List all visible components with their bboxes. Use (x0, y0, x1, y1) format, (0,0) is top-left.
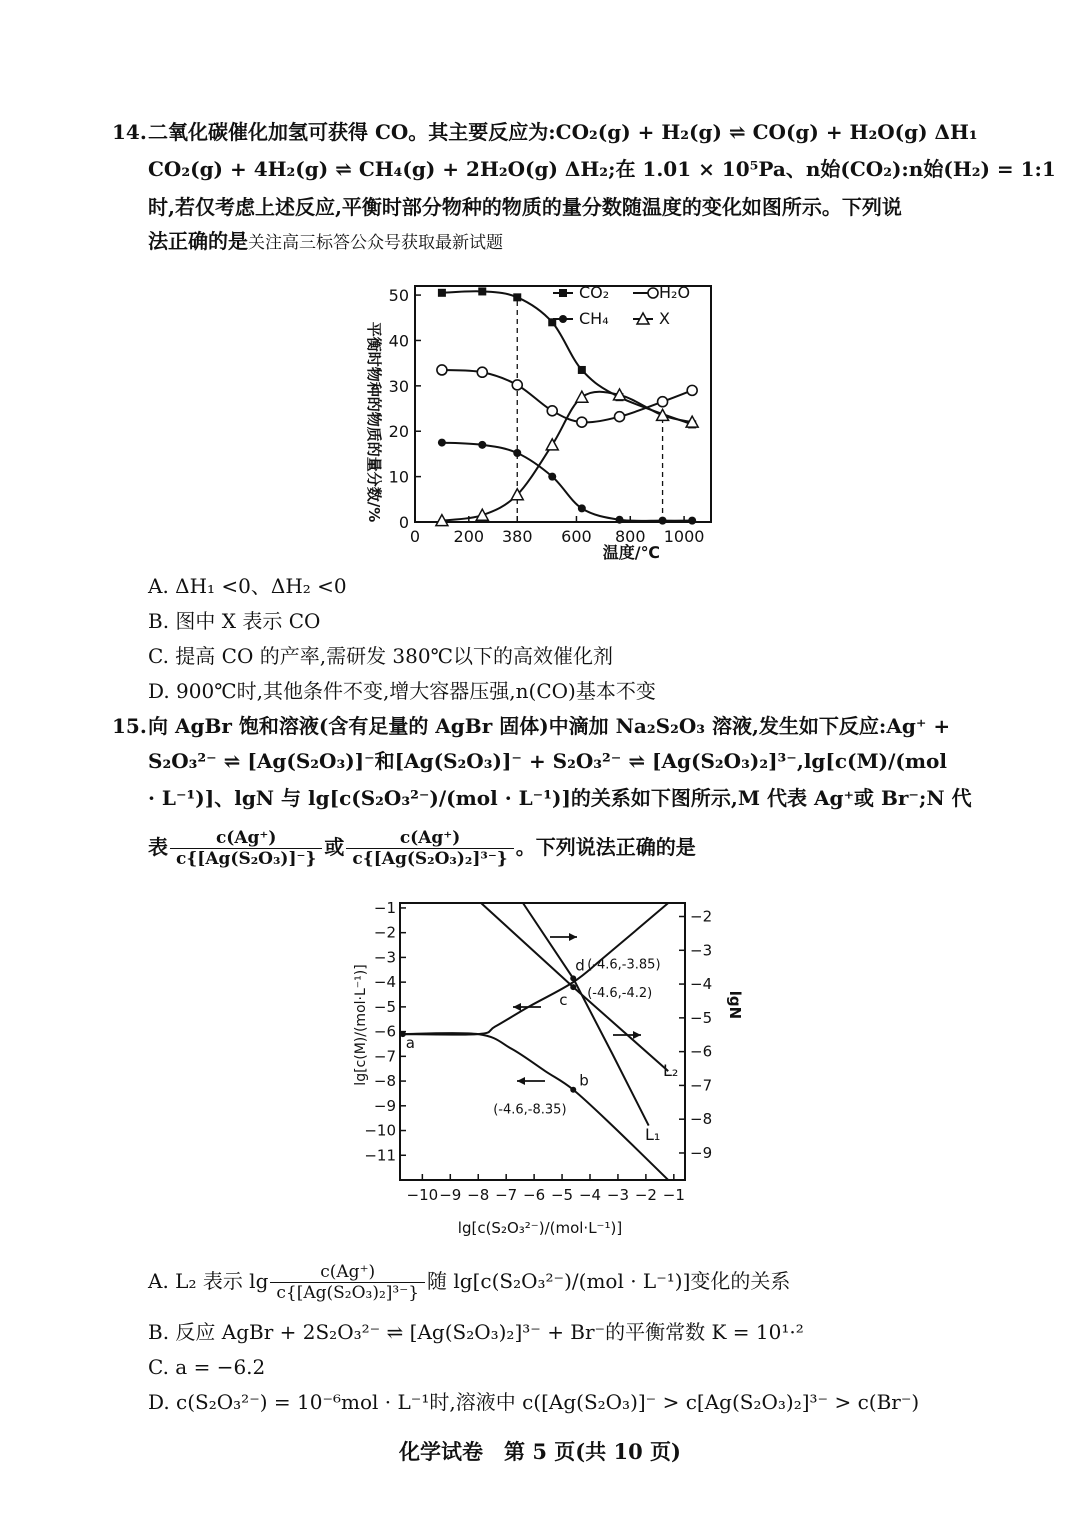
option-a-fraction (270, 1262, 425, 1303)
y-tick-label-left: −11 (364, 1146, 396, 1165)
y-tick-label-left: −9 (373, 1096, 396, 1115)
q14-line-1: 二氧化碳催化加氢可获得 CO。其主要反应为:CO₂(g) + H₂(g) ⇌ CO(g) + H₂O(g) ΔH₁ (148, 120, 978, 144)
y-tick-label-left: −7 (373, 1047, 396, 1066)
y-tick-label-left: −8 (373, 1072, 396, 1091)
legend-label: CH₄ (579, 309, 609, 328)
marker-square (438, 289, 446, 297)
y-tick-label-right: −9 (690, 1143, 713, 1162)
q14-stem-end: 法正确的是 (148, 229, 248, 253)
legend-label: X (659, 309, 670, 328)
chart1-ylabel: 平衡时物种的物质的量分数/% (365, 321, 383, 523)
y-tick-label-right: −6 (690, 1042, 713, 1061)
y-tick-label-right: −3 (690, 941, 713, 960)
chart2-ylabel-right: lgN (726, 990, 744, 1020)
curve-label-0: L₂ (663, 1061, 679, 1080)
point-c (570, 984, 576, 990)
y-tick-label-right: −8 (690, 1110, 713, 1129)
y-tick-label-right: −4 (690, 975, 713, 994)
marker-triangle (546, 439, 558, 450)
marker-square (578, 366, 586, 374)
q14-line-3: 时,若仅考虑上述反应,平衡时部分物种的物质的量分数随温度的变化如图所示。下列说 (148, 195, 902, 219)
q15-option-b[interactable]: B. 反应 AgBr + 2S₂O₃²⁻ ⇌ [Ag(S₂O₃)₂]³⁻ + Br⁻的平衡常数 K = 10¹·² (148, 1320, 804, 1344)
q14-option-a[interactable]: A. ΔH₁ <0、ΔH₂ <0 (148, 574, 347, 598)
y-tick-label-left: −6 (373, 1022, 396, 1041)
y-tick-label: 30 (388, 376, 409, 396)
marker-circle (437, 365, 447, 375)
chart1-xlabel: 温度/℃ (602, 543, 660, 562)
q15-line-4 (148, 823, 988, 871)
x-tick-label: −10 (406, 1186, 439, 1204)
series-line-CH₄ (442, 443, 692, 521)
marker-dot (548, 473, 556, 481)
option-a-denominator: c{[Ag(S₂O₃)₂]³⁻} (270, 1282, 425, 1303)
q15-l4-mid: 或 (324, 835, 345, 859)
y-tick-label-right: −5 (690, 1008, 713, 1027)
marker-circle (547, 406, 557, 416)
x-tick-label: −7 (495, 1186, 518, 1204)
q15-option-a[interactable] (148, 1257, 790, 1305)
arrow-head-3 (517, 1077, 525, 1085)
x-tick-label: −2 (634, 1186, 657, 1204)
q15-line-1: 向 AgBr 饱和溶液(含有足量的 AgBr 固体)中滴加 Na₂S₂O₃ 溶液,发生如下反应:Ag⁺ + (148, 714, 951, 738)
arrow-head-0 (569, 933, 577, 941)
q14-line-2: CO₂(g) + 4H₂(g) ⇌ CH₄(g) + 2H₂O(g) ΔH₂;在 1.01 × 10⁵Pa、n始(CO₂):n始(H₂) = 1:1 (148, 157, 1056, 181)
marker-dot (478, 441, 486, 449)
marker-circle (577, 417, 587, 427)
q14-option-d[interactable]: D. 900℃时,其他条件不变,增大容器压强,n(CO)基本不变 (148, 679, 656, 703)
y-tick-label: 10 (388, 467, 409, 487)
point-b (570, 1087, 576, 1093)
y-tick-label-left: −1 (373, 898, 396, 917)
q15-option-d[interactable]: D. c(S₂O₃²⁻) = 10⁻⁶mol · L⁻¹时,溶液中 c([Ag(S₂O₃)]⁻ > c[Ag(S₂O₃)₂]³⁻ > c(Br⁻) (148, 1390, 920, 1414)
arrow-head-1 (513, 1003, 521, 1011)
chart-species-fraction (355, 272, 725, 572)
legend-marker-circle (648, 288, 658, 298)
y-tick-label: 40 (388, 331, 409, 351)
chart-lg-relation (345, 895, 765, 1245)
x-tick-label: −1 (662, 1186, 685, 1204)
point-d (570, 975, 576, 981)
fraction-1-denominator: c{[Ag(S₂O₃)]⁻} (170, 848, 322, 869)
x-tick-label: −5 (550, 1186, 574, 1204)
marker-square (513, 293, 521, 301)
fraction-2-denominator: c{[Ag(S₂O₃)₂]³⁻} (346, 848, 513, 869)
q14-line-4 (148, 226, 988, 258)
y-tick-label-right: −2 (690, 907, 713, 926)
x-tick-label: 600 (561, 527, 592, 546)
fraction-2-numerator: c(Ag⁺) (399, 828, 461, 848)
y-tick-label-left: −2 (373, 923, 396, 942)
legend-marker-square (559, 289, 567, 297)
marker-circle (687, 385, 697, 395)
y-tick-label-left: −10 (364, 1121, 396, 1140)
x-tick-label: 0 (409, 527, 421, 546)
y-tick-label-right: −7 (690, 1076, 713, 1095)
marker-dot (513, 449, 521, 457)
point-coord-c: (-4.6,-4.2) (587, 986, 653, 1002)
x-tick-label: 380 (501, 527, 533, 546)
x-tick-label: −6 (523, 1186, 546, 1204)
x-tick-label: −4 (578, 1186, 602, 1204)
point-coord-d: (-4.6,-3.85) (587, 957, 661, 973)
point-label-a: a (405, 1034, 415, 1053)
marker-circle (658, 397, 668, 407)
x-tick-label: 200 (453, 527, 485, 546)
marker-dot (578, 504, 586, 512)
q15-l4-pre: 表 (148, 835, 168, 859)
legend-marker-dot (559, 315, 567, 323)
point-label-b: b (579, 1071, 589, 1090)
q15-number: 15. (112, 714, 147, 738)
x-tick-label: 1000 (663, 527, 705, 546)
point-label-d: d (575, 956, 585, 975)
q15-line-2: S₂O₃²⁻ ⇌ [Ag(S₂O₃)]⁻和[Ag(S₂O₃)]⁻ + S₂O₃²⁻ ⇌ [Ag(S₂O₃)₂]³⁻,lg[c(M)/(mol (148, 749, 947, 773)
q15-l4-post: 。下列说法正确的是 (515, 835, 696, 859)
option-a-numerator: c(Ag⁺) (320, 1262, 376, 1282)
curve-label-1: L₁ (645, 1125, 661, 1144)
x-tick-label: 800 (614, 527, 646, 546)
q15-option-a-post: 随 lg[c(S₂O₃²⁻)/(mol · L⁻¹)]变化的关系 (427, 1269, 791, 1293)
y-tick-label-left: −3 (373, 948, 396, 967)
x-tick-label: −8 (467, 1186, 490, 1204)
arrow-head-2 (633, 1031, 641, 1039)
point-coord-b: (-4.6,-8.35) (493, 1102, 567, 1118)
q14-watermark-note: 关注高三标答公众号获取最新试题 (248, 233, 503, 253)
y-tick-label: 50 (388, 286, 409, 306)
fraction-1 (170, 828, 322, 869)
q14-option-c[interactable]: C. 提高 CO 的产率,需研发 380℃以下的高效催化剂 (148, 644, 613, 668)
point-label-c: c (559, 991, 568, 1010)
page-footer: 化学试卷 第 5 页(共 10 页) (399, 1439, 681, 1464)
y-tick-label-left: −4 (373, 973, 396, 992)
chart2-xlabel: lg[c(S₂O₃²⁻)/(mol·L⁻¹)] (457, 1219, 623, 1237)
y-tick-label: 20 (388, 422, 409, 442)
marker-circle (615, 412, 625, 422)
marker-triangle (576, 391, 588, 402)
marker-circle (477, 367, 487, 377)
x-tick-label: −9 (439, 1186, 462, 1204)
plot-frame (400, 903, 685, 1180)
legend-label: H₂O (659, 283, 691, 302)
q14-number: 14. (112, 120, 147, 144)
q14-option-b[interactable]: B. 图中 X 表示 CO (148, 609, 321, 633)
x-tick-label: −3 (606, 1186, 630, 1204)
y-tick-label: 0 (398, 513, 409, 532)
marker-circle (512, 380, 522, 390)
q15-option-a-pre: A. L₂ 表示 lg (148, 1269, 269, 1293)
chart2-ylabel-left: lg[c(M)/(mol·L⁻¹)] (353, 964, 369, 1086)
legend-label: CO₂ (579, 283, 610, 302)
fraction-1-numerator: c(Ag⁺) (215, 828, 277, 848)
marker-dot (659, 517, 667, 525)
series-line-H₂O (442, 370, 692, 422)
series-line-X (442, 392, 692, 521)
marker-dot (616, 516, 624, 524)
marker-dot (688, 517, 696, 525)
q15-line-3: · L⁻¹)]、lgN 与 lg[c(S₂O₃²⁻)/(mol · L⁻¹)]的关系如下图所示,M 代表 Ag⁺或 Br⁻;N 代 (148, 786, 972, 810)
marker-dot (438, 439, 446, 447)
marker-square (478, 287, 486, 295)
fraction-2 (346, 828, 513, 869)
q15-option-c[interactable]: C. a = −6.2 (148, 1355, 266, 1379)
y-tick-label-left: −5 (373, 997, 396, 1016)
